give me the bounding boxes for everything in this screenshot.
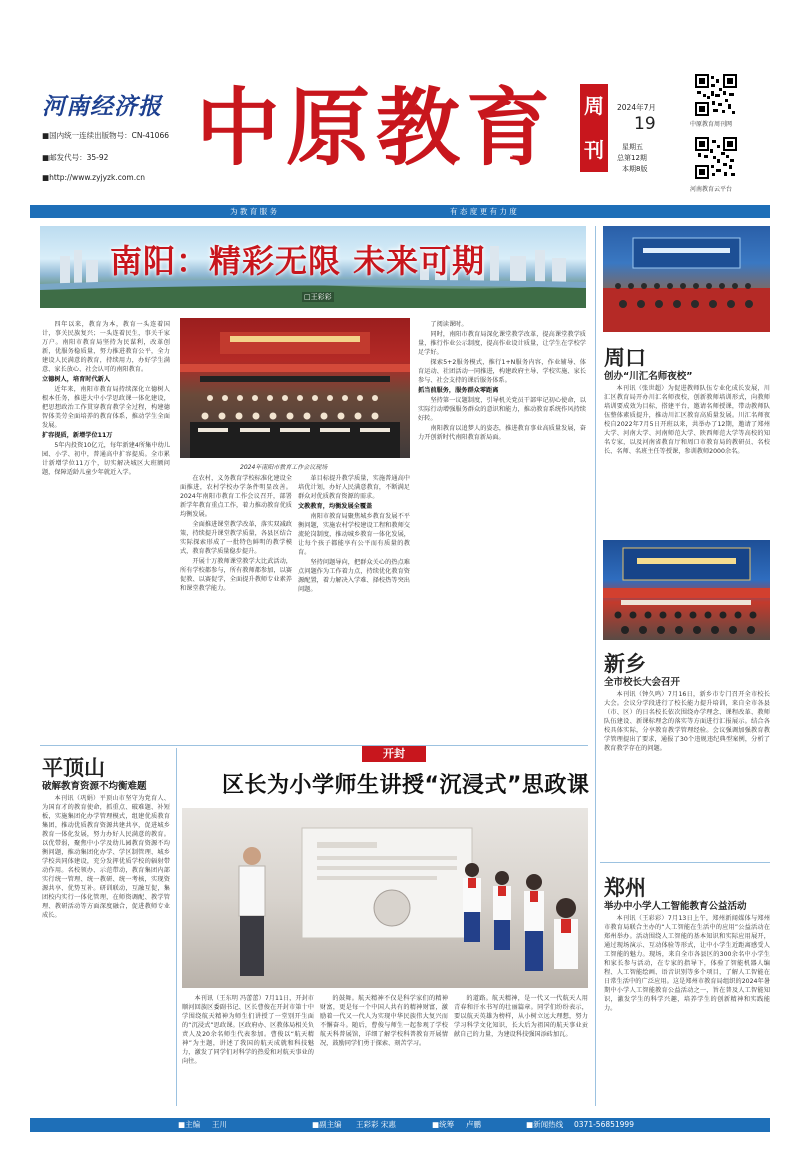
kaifeng-headline: 区长为小学师生讲授“沉浸式”思政课 bbox=[222, 773, 590, 798]
nanyang-banner-photo bbox=[40, 226, 586, 308]
footer-bar bbox=[30, 1118, 770, 1132]
nanyang-col2-p1: 在农村，义务教育学校标准化建设全面推进，农村学校办学条件明显改善。2024年南阳市教育工作会议召开，部署新学年教育重点工作，着力推动教育优质均衡发展。 bbox=[180, 475, 292, 518]
nanyang-col1-p1: 四年以来，教育为本，教育一头连着国计，事关民族复兴；一头连着民生，事关千家万户。南阳市教育局坚持为民谋利，改革创新，优服务稳质量，努力推进教育公平，全力建设人民满意的教育，持续用力，办好学生满意、家长放心、社会认可的南阳教育。 bbox=[42, 321, 170, 373]
nanyang-col1-p2: 近年来，南阳市教育局持续深化立德树人根本任务，推进大中小学思政课一体化建设，把思想政治工作贯穿教育教学全过程，构建德智体美劳全面培养的教育体系，推动学生全面发展。 bbox=[42, 386, 170, 429]
nanyang-col4-sub1: 抓当前服务，服务群众零距离 bbox=[418, 387, 499, 394]
xinxiang-city: 新乡 bbox=[604, 651, 646, 676]
nanyang-photo-credit: □王彩彩 bbox=[304, 293, 332, 301]
newspaper-title: 中原教育 bbox=[196, 78, 557, 177]
publisher-logo: 河南经济报 bbox=[42, 93, 162, 120]
nanyang-col4-p1: 了阅读课时。 bbox=[430, 321, 468, 328]
zhoukou-subtitle: 创办“川汇名师夜校” bbox=[604, 371, 693, 382]
zhengzhou-body bbox=[604, 914, 770, 1106]
pingdingshan-body-p: 本刊讯（巩娟）平顶山市坚守为党育人、为国育才的教育使命，抓重点、破难题、补短板，实施集团化办学管理模式，组建优质教育集团，推动优质教育资源共建共享，促进城乡教育一体化发展，努力办好人民满意的教育。以优带弱，聚焦中小学及幼儿园教育资源不均衡问题，推动集团化办学、学区制管理、城乡学校共同体建设，充分发挥优质学校的辐射带动作用。名校领办、示范带动，教育集团内部实行统一管理、统一教研、统一考核，实现资源共享、优势互补。研训联动，互融互促，集团校内实行一体化管理，在师资调配、教学管理、教研活动等方面深度融合，促进教师专业成长。 bbox=[42, 795, 170, 919]
kaifeng-col2 bbox=[320, 994, 448, 1106]
nanyang-col3-p3: 坚持问题导向，把群众关心的热点难点问题作为工作着力点，持续优化教育资源配置，着力解决入学难、择校热等突出问题。 bbox=[298, 559, 410, 593]
nanyang-headline: 南阳：精彩无限 未来可期 bbox=[110, 242, 486, 280]
footer-layout: 卢鹏 bbox=[466, 1120, 481, 1129]
domestic-code: ■国内统一连续出版物号：CN-41066 bbox=[42, 131, 169, 140]
column-divider bbox=[595, 226, 596, 1106]
xinxiang-body-p: 本刊讯（钟久鸣）7月16日，新乡市专门召开全市校长大会。会议分学段进行了校长能力提升培训，来自全市各县（市、区）的日名校长依次围绕办学理念、课程改革、教师队伍建设、新课标理念的落实等方面进行汇报展示。结合各校具体实际，分享教育教学管理经验。会议强调加强教育教学管理提出了要求，通报了30个违规违纪典型案例，分析了教育教学存在的问题。 bbox=[604, 691, 770, 752]
footer-deputy-label: ■副主编 bbox=[312, 1120, 342, 1129]
footer-hotline-label: ■新闻热线 bbox=[526, 1120, 564, 1129]
issue-weekday: 星期五 bbox=[622, 143, 643, 151]
website[interactable]: ■http://www.zyjyzk.com.cn bbox=[42, 173, 146, 182]
nanyang-photo-caption: 2024年南阳市教育工作会议现场 bbox=[240, 464, 328, 471]
pingdingshan-col-divider bbox=[176, 748, 177, 1106]
nanyang-col1-sub2: 扩容提质，新增学位11万 bbox=[42, 432, 113, 439]
zhengzhou-subtitle: 举办中小学人工智能教育公益活动 bbox=[604, 901, 747, 912]
postal-code: ■邮发代号：35-92 bbox=[42, 153, 109, 162]
kaifeng-col1-p: 本刊讯（王东明 冯蕾蕾）7月11日，开封市顺河回族区委副书记、区长曹俊在开封市第十中学围绕航天精神为师生们讲授了一堂别开生面的“沉浸式”思政课。区政府办、区教体局相关负责人及20余名师生代表参加。曹俊以“航天精神”为主题，讲述了我国的航天成就和科技魅力，激发了同学们对科学的热爱和对航天事业的向往。 bbox=[182, 995, 314, 1065]
kaifeng-photo bbox=[182, 808, 588, 988]
footer-hotline: 0371-56851999 bbox=[574, 1120, 634, 1129]
zhengzhou-body-p: 本刊讯（王彩彩）7月13日上午，郑州新闻媒体与郑州市教育局联合主办的“人工智能在生活中的应用”公益活动在郑州举办。活动围绕人工智能的基本知识和实际应用展开，通过现场演示、互动体验等形式，让中小学生近距离感受人工智能的魅力。现场，来自全市各县区的300余名中小学生和家长参与活动，在专家的指导下，体验了智能机器人编程、人工智能绘画、语音识别等多个项目，了解人工智能在日常生活中的广泛应用。这是郑州市教育局组织的2024年暑期中小学人工智能教育公益活动之一，旨在普及人工智能知识，激发学生的科学兴趣，培养学生的创新精神和实践能力。 bbox=[604, 915, 770, 1012]
footer-editor: 王川 bbox=[212, 1120, 227, 1129]
qr-caption-2: 河南教育云平台 bbox=[690, 186, 733, 193]
nanyang-col2-p3: 开展十万教师课堂教学大比武活动，所有学校都参与，所有教师都参加，以赛促教、以赛促学，全面提升教师专业素养和课堂教学能力。 bbox=[180, 558, 292, 592]
pingdingshan-body bbox=[42, 794, 170, 1106]
qr-caption-1: 中原教育周刊网 bbox=[690, 121, 733, 128]
nanyang-col3-sub1: 文教教育，均衡发展全覆盖 bbox=[298, 503, 373, 510]
xinxiang-photo bbox=[603, 540, 770, 640]
footer-deputy: 王彩彩 宋惠 bbox=[356, 1120, 396, 1129]
qr-code-1[interactable] bbox=[695, 74, 737, 116]
issue-pages: 本期8版 bbox=[622, 165, 648, 173]
nanyang-col1 bbox=[42, 320, 170, 740]
kaifeng-col1 bbox=[182, 994, 314, 1106]
footer-layout-label: ■统筹 bbox=[432, 1120, 455, 1129]
slogan-bar bbox=[30, 205, 770, 218]
issue-day: 19 bbox=[634, 114, 656, 134]
nanyang-conference-photo bbox=[180, 318, 410, 458]
nanyang-col2-p2: 全面推进课堂教学改革，落实双减政策，持续提升课堂教学质量，各县区结合实际探索形成了一批特色鲜明的教学模式，教育教学质量稳步提升。 bbox=[180, 521, 292, 555]
footer-editor-label: ■主编 bbox=[178, 1120, 201, 1129]
nanyang-col4 bbox=[418, 320, 586, 742]
zhoukou-city: 周口 bbox=[604, 345, 646, 370]
zhengzhou-divider bbox=[600, 862, 770, 863]
weekly-badge: 周刊 bbox=[580, 84, 608, 172]
nanyang-col3 bbox=[298, 474, 410, 742]
nanyang-col1-p3: 5年内投资10亿元，每年新建4所集中幼儿园、小学、初中，普通高中扩容提质。全市累计新增学位11万个，切实解决城区大班额问题，保障适龄儿童少年就近入学。 bbox=[42, 442, 170, 476]
slogan-right: 有 态 度 更 有 力 度 bbox=[450, 207, 517, 216]
zhoukou-body bbox=[604, 384, 770, 534]
nanyang-col4-p5: 南阳教育以追梦人的姿态，推进教育事业高质量发展，奋力开创新时代南阳教育新局面。 bbox=[418, 425, 586, 441]
zhoukou-body-p: 本刊讯（张世超）为促进教师队伍专业化成长发展，川汇区教育局开办川汇名师夜校，创新教师培训形式，向教师培训要成效为目标，搭建平台，邀请名师授课，带动教师队伍整体素质提升，推动川汇区教育高质量发展。川汇名师夜校自2022年7月5日开班以来，共举办了12期，邀请了郑州大学、河南大学、河南师范大学、陕西师范大学等高校的知名专家，以及河南省教育厅和周口市教育局的教研员、名校长、名师、名班主任等授课，参训教师2000余名。 bbox=[604, 385, 770, 455]
xinxiang-body bbox=[604, 690, 770, 850]
kaifeng-col3 bbox=[454, 994, 588, 1106]
pingdingshan-divider bbox=[40, 745, 588, 746]
slogan-left: 为 教 育 服 务 bbox=[230, 207, 278, 216]
issue-date: 2024年7月 bbox=[617, 103, 656, 112]
nanyang-col3-p2: 南阳市教育局聚焦城乡教育发展不平衡问题，实施农村学校建设工程和教师交流轮岗制度，推动城乡教育一体化发展，让每个孩子都能享有公平而有质量的教育。 bbox=[298, 513, 410, 556]
kaifeng-col3-p: 的道路。航天精神，是一代又一代航天人用青春和汗水书写的壮丽篇章。同学们纷纷表示，要以航天英雄为榜样，从小树立远大理想，努力学习科学文化知识，长大后为祖国的航天事业贡献自己的力量，为建设科技强国添砖加瓦。 bbox=[454, 995, 588, 1038]
nanyang-col3-p1: 革目标提升教学质量，实施普通高中培优计划，办好人民满意教育，不断满足群众对优质教育资源的需求。 bbox=[298, 475, 410, 500]
kaifeng-tag: 开封 bbox=[362, 746, 426, 762]
xinxiang-subtitle: 全市校长大会召开 bbox=[604, 677, 681, 688]
nanyang-col4-p2: 同时，南阳市教育局深化课堂教学改革，提高课堂教学质量，推行作业公示制度，提高作业设计质量，让学生在学校学足学好。 bbox=[418, 331, 586, 356]
nanyang-col4-p3: 探索5+2服务模式，推行1+N服务内容，作业辅导、体育运动、社团活动一同推进，构建政府主导、学校实施、家长参与、社会支持的课后服务体系。 bbox=[418, 359, 586, 384]
kaifeng-col2-p: 的鼓舞。航天精神不仅是科学家们的精神财富，更是每一个中国人共有的精神财富，激励着一代又一代人为实现中华民族伟大复兴而不懈奋斗。随后，曹俊与师生一起参观了学校航天科普展馆，详细了解学校科普教育开展情况，鼓励同学们勇于探索、刻苦学习。 bbox=[320, 995, 448, 1047]
nanyang-col1-sub1: 立德树人，培育时代新人 bbox=[42, 376, 111, 383]
qr-code-2[interactable] bbox=[695, 137, 737, 179]
nanyang-col2 bbox=[180, 474, 292, 742]
issue-total: 总第12期 bbox=[617, 154, 647, 162]
pingdingshan-city: 平顶山 bbox=[42, 755, 105, 780]
nanyang-col4-p4: 坚持第一议题制度，引导机关党员干部牢记初心使命，以实际行动增强服务群众的意识和能力，推动教育系统作风持续好转。 bbox=[418, 397, 586, 422]
zhoukou-photo bbox=[603, 226, 770, 332]
pingdingshan-subtitle: 破解教育资源不均衡难题 bbox=[42, 781, 147, 792]
zhengzhou-city: 郑州 bbox=[604, 875, 646, 900]
